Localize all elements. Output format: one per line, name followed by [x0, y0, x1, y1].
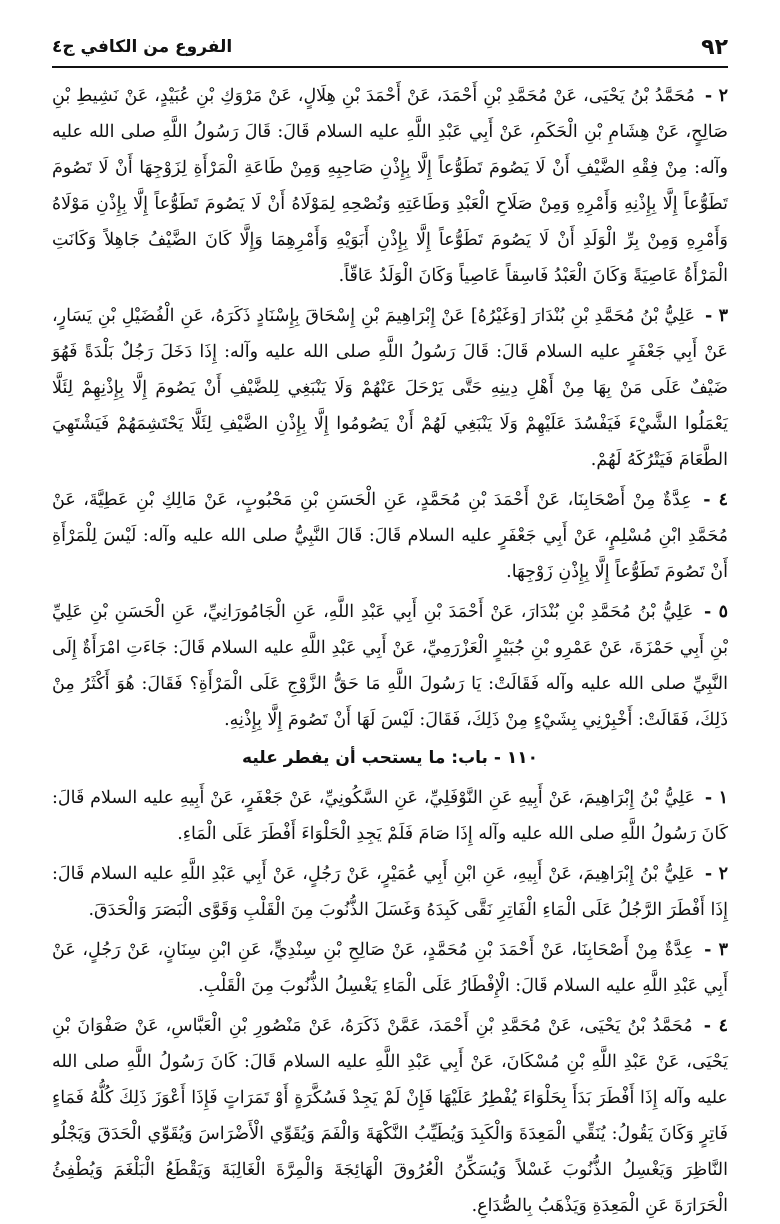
header-rule — [52, 66, 728, 68]
hadith-text: عِدَّةٌ مِنْ أَصْحَابِنَا، عَنْ أَحْمَدَ بْنِ مُحَمَّدٍ، عَنْ صَالِحِ بْنِ سِنْدِيٍّ، عَنِ ابْنِ سِنَانٍ، عَنْ رَجُلٍ، عَنْ أَبِي عَبْدِ اللَّهِ عليه السلام قَالَ: الْإِفْطَارُ عَلَى الْمَاءِ يَغْسِلُ الذُّنُوبَ مِنَ الْقَلْبِ. — [52, 940, 728, 996]
hadith-text: عَلِيُّ بْنُ إِبْرَاهِيمَ، عَنْ أَبِيهِ عَنِ النَّوْفَلِيِّ، عَنِ السَّكُونِيِّ، عَنْ جَعْفَرٍ، عَنْ أَبِيهِ عليه السلام قَالَ: كَانَ رَسُولُ اللَّهِ صلى الله عليه وآله إِذَا صَامَ فَلَمْ يَجِدِ الْحَلْوَاءَ أَفْطَرَ عَلَى الْمَاءِ. — [52, 788, 728, 844]
hadith-text: عَلِيُّ بْنُ إِبْرَاهِيمَ، عَنْ أَبِيهِ، عَنِ ابْنِ أَبِي عُمَيْرٍ، عَنْ رَجُلٍ، عَنْ أَبِي عَبْدِ اللَّهِ عليه السلام قَالَ: إِذَا أَفْطَرَ الرَّجُلُ عَلَى الْمَاءِ الْفَاتِرِ نَقَّى كَبِدَهُ وَغَسَلَ الذُّنُوبَ مِنَ الْقَلْبِ وَقَوَّى الْبَصَرَ وَالْحَدَقَ. — [52, 864, 728, 920]
hadith-paragraph — [52, 298, 728, 478]
hadith-paragraph — [52, 594, 728, 738]
hadith-text: مُحَمَّدُ بْنُ يَحْيَى، عَنْ مُحَمَّدِ بْنِ أَحْمَدَ، عَنْ أَحْمَدَ بْنِ هِلَالٍ، عَنْ مَرْوَكِ بْنِ عُبَيْدٍ، عَنْ نَشِيطِ بْنِ صَالِحٍ، عَنْ هِشَامِ بْنِ الْحَكَمِ، عَنْ أَبِي عَبْدِ اللَّهِ عليه السلام قَالَ: قَالَ رَسُولُ اللَّهِ صلى الله عليه وآله: مِنْ فِقْهِ الضَّيْفِ أَنْ لَا يَصُومَ تَطَوُّعاً إِلَّا بِإِذْنِ صَاحِبِهِ وَمِنْ طَاعَةِ الْمَرْأَةِ لِزَوْجِهَا أَنْ لَا تَصُومَ تَطَوُّعاً إِلَّا بِإِذْنِهِ وَأَمْرِهِ وَمِنْ صَلَاحِ الْعَبْدِ وَطَاعَتِهِ وَنُصْحِهِ لِمَوْلَاهُ أَنْ لَا يَصُومَ تَطَوُّعاً إِلَّا بِإِذْنِ مَوْلَاهُ وَأَمْرِهِ وَمِنْ بِرِّ الْوَلَدِ أَنْ لَا يَصُومَ تَطَوُّعاً إِلَّا بِإِذْنِ أَبَوَيْهِ وَأَمْرِهِمَا وَإِلَّا كَانَ الضَّيْفُ جَاهِلاً وَكَانَتِ الْمَرْأَةُ عَاصِيَةً وَكَانَ الْعَبْدُ فَاسِقاً عَاصِياً وَكَانَ الْوَلَدُ عَاقّاً. — [52, 86, 728, 286]
hadith-number: ٢ - — [704, 864, 728, 884]
hadith-text: مُحَمَّدُ بْنُ يَحْيَى، عَنْ مُحَمَّدِ بْنِ أَحْمَدَ، عَمَّنْ ذَكَرَهُ، عَنْ مَنْصُورِ بْنِ الْعَبَّاسِ، عَنْ صَفْوَانَ بْنِ يَحْيَى، عَنْ عَبْدِ اللَّهِ بْنِ مُسْكَانَ، عَنْ أَبِي عَبْدِ اللَّهِ عليه السلام قَالَ: كَانَ رَسُولُ اللَّهِ صلى الله عليه وآله إِذَا أَفْطَرَ بَدَأَ بِحَلْوَاءَ يُفْطِرُ عَلَيْهَا فَإِنْ لَمْ يَجِدْ فَسُكَّرَةٍ أَوْ تَمَرَاتٍ فَإِذَا أَعْوَزَ ذَلِكَ كُلُّهُ فَمَاءٍ فَاتِرٍ وَكَانَ يَقُولُ: يُنَقِّي الْمَعِدَةَ وَالْكَبِدَ وَيُطَيِّبُ النَّكْهَةَ وَالْفَمَ وَيُقَوِّي الْأَضْرَاسَ وَيُقَوِّي الْحَدَقَ وَيَجْلُو النَّاظِرَ وَيَغْسِلُ الذُّنُوبَ غَسْلاً وَيُسَكِّنُ الْعُرُوقَ الْهَائِجَةَ وَالْمِرَّةَ الْغَالِبَةَ وَيَقْطَعُ الْبَلْغَمَ وَيُطْفِئُ الْحَرَارَةَ عَنِ الْمَعِدَةِ وَيَذْهَبُ بِالصُّدَاعِ. — [52, 1016, 728, 1216]
page-number: ٩٢ — [701, 34, 728, 60]
hadith-paragraph — [52, 932, 728, 1004]
hadith-paragraph — [52, 482, 728, 590]
hadith-number: ٣ - — [704, 940, 728, 960]
hadith-number: ٤ - — [703, 490, 728, 510]
hadith-paragraph — [52, 780, 728, 852]
hadith-number: ٢ - — [704, 86, 728, 106]
hadith-number: ٣ - — [704, 306, 728, 326]
hadith-paragraph — [52, 856, 728, 928]
page-header — [52, 30, 728, 64]
hadith-paragraph — [52, 78, 728, 294]
hadith-number: ٤ - — [703, 1016, 728, 1036]
hadith-text: عَلِيُّ بْنُ مُحَمَّدِ بْنِ بُنْدَارَ، عَنْ أَحْمَدَ بْنِ أَبِي عَبْدِ اللَّهِ، عَنِ الْجَامُورَانِيِّ، عَنِ الْحَسَنِ بْنِ عَلِيِّ بْنِ أَبِي حَمْزَةَ، عَنْ عَمْرِو بْنِ جُبَيْرٍ الْعَزْرَمِيِّ، عَنْ أَبِي عَبْدِ اللَّهِ عليه السلام قَالَ: جَاءَتِ امْرَأَةٌ إِلَى النَّبِيِّ صلى الله عليه وآله فَقَالَتْ: يَا رَسُولَ اللَّهِ مَا حَقُّ الزَّوْجِ عَلَى الْمَرْأَةِ؟ فَقَالَ: هُوَ أَكْثَرُ مِنْ ذَلِكَ، فَقَالَتْ: أَخْبِرْنِي بِشَيْءٍ مِنْ ذَلِكَ، فَقَالَ: لَيْسَ لَهَا أَنْ تَصُومَ إِلَّا بِإِذْنِهِ. — [52, 602, 728, 730]
running-title: الفروع من الكافي ج٤ — [52, 37, 233, 57]
hadith-paragraph — [52, 1008, 728, 1224]
hadith-text: عِدَّةٌ مِنْ أَصْحَابِنَا، عَنْ أَحْمَدَ بْنِ مُحَمَّدٍ، عَنِ الْحَسَنِ بْنِ مَحْبُوبٍ، عَنْ مَالِكِ بْنِ عَطِيَّةَ، عَنْ مُحَمَّدِ ابْنِ مُسْلِمٍ، عَنْ أَبِي جَعْفَرٍ عليه السلام قَالَ: قَالَ النَّبِيُّ صلى الله عليه وآله: لَيْسَ لِلْمَرْأَةِ أَنْ تَصُومَ تَطَوُّعاً إِلَّا بِإِذْنِ زَوْجِهَا. — [52, 490, 728, 582]
hadith-number: ١ - — [704, 788, 728, 808]
hadith-number: ٥ - — [704, 602, 728, 622]
page-body — [52, 78, 728, 1224]
hadith-text: عَلِيُّ بْنُ مُحَمَّدِ بْنِ بُنْدَارَ [وَغَيْرُهُ] عَنْ إِبْرَاهِيمَ بْنِ إِسْحَاقَ بِإِسْنَادٍ ذَكَرَهُ، عَنِ الْفُضَيْلِ بْنِ يَسَارٍ، عَنْ أَبِي جَعْفَرٍ عليه السلام قَالَ: قَالَ رَسُولُ اللَّهِ صلى الله عليه وآله: إِذَا دَخَلَ رَجُلٌ بَلْدَةً فَهُوَ ضَيْفٌ عَلَى مَنْ بِهَا مِنْ أَهْلِ دِينِهِ حَتَّى يَرْحَلَ عَنْهُمْ وَلَا يَنْبَغِي لِلضَّيْفِ أَنْ يَصُومَ إِلَّا بِإِذْنِهِمْ لِئَلَّا يَعْمَلُوا الشَّيْءَ فَيَفْسُدَ عَلَيْهِمْ وَلَا يَنْبَغِي لَهُمْ أَنْ يَصُومُوا إِلَّا بِإِذْنِ الضَّيْفِ لِئَلَّا يَحْتَشِمَهُمْ فَيَشْتَهِيَ الطَّعَامَ فَيَتْرُكَهُ لَهُمْ. — [52, 306, 728, 470]
chapter-heading: ١١٠ - باب: ما يستحب أن يفطر عليه — [242, 748, 538, 768]
